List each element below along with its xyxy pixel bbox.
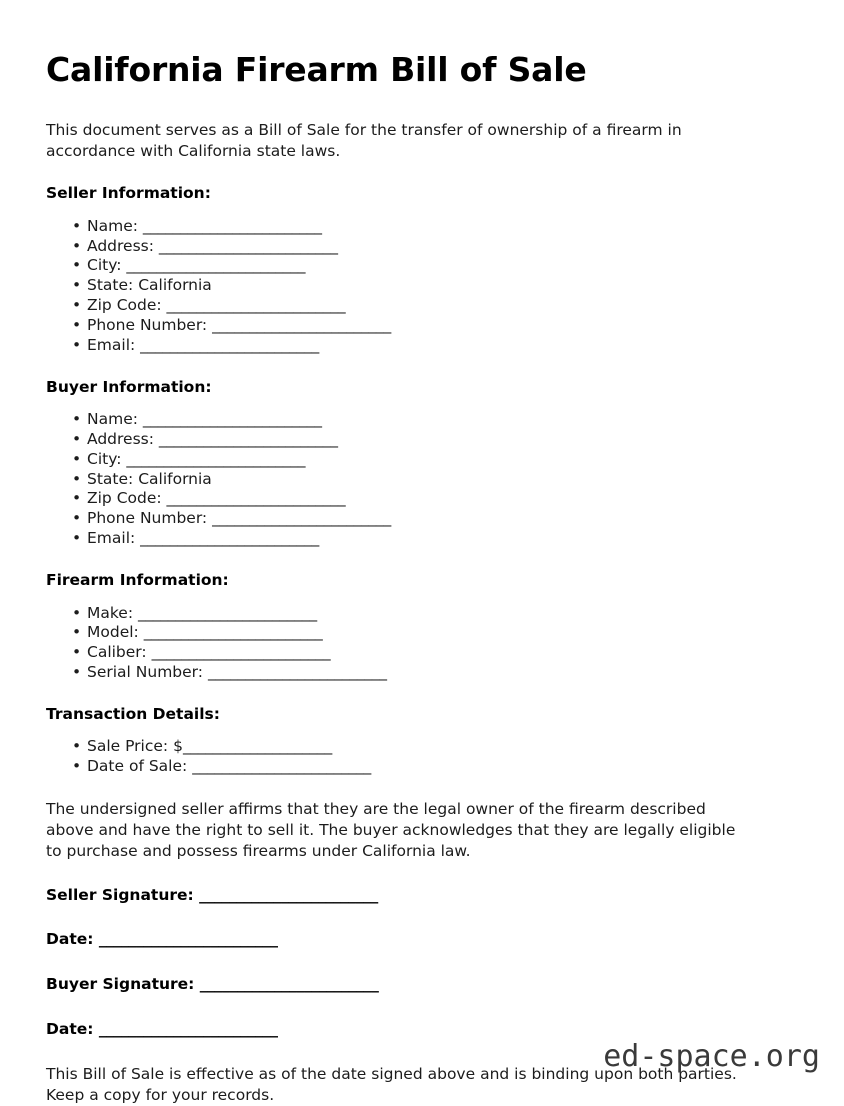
list-item xyxy=(72,509,798,529)
bullet-icon: • xyxy=(72,236,82,255)
bullet-icon: • xyxy=(72,469,82,488)
bullet-icon: • xyxy=(72,757,82,776)
field-label: Name: xyxy=(87,410,138,429)
field-blank[interactable]: ________________________ xyxy=(140,529,319,548)
field-label: Address: xyxy=(87,236,154,255)
field-label: Address: xyxy=(87,429,154,448)
bullet-icon: • xyxy=(72,603,82,622)
signature-blank[interactable]: ________________________ xyxy=(199,975,379,994)
field-blank[interactable]: ________________________ xyxy=(140,335,319,354)
list-item xyxy=(72,430,798,450)
field-label: Name: xyxy=(87,216,138,235)
bullet-icon: • xyxy=(72,663,82,681)
list-item xyxy=(72,336,798,356)
list-item xyxy=(72,489,798,509)
field-blank[interactable]: ________________________ xyxy=(142,410,322,429)
field-blank[interactable]: ________________________ xyxy=(192,757,371,776)
bullet-icon: • xyxy=(72,216,82,235)
field-blank[interactable]: ________________________ xyxy=(126,256,306,275)
list-item xyxy=(72,529,798,549)
field-blank[interactable]: ________________________ xyxy=(166,489,346,508)
list-item xyxy=(72,237,798,257)
bullet-icon: • xyxy=(72,256,82,275)
buyer-signature-line xyxy=(46,975,798,994)
field-label: Sale Price: $ xyxy=(87,737,183,756)
field-blank[interactable]: ____________________ xyxy=(182,737,332,756)
transaction-field-list xyxy=(46,737,798,777)
list-item xyxy=(72,410,798,430)
seller-section-heading: Seller Information: xyxy=(46,184,211,203)
seller-field-list xyxy=(46,217,798,356)
field-blank[interactable]: ________________________ xyxy=(138,603,317,622)
list-item xyxy=(72,296,798,316)
list-item xyxy=(72,316,798,336)
bullet-icon: • xyxy=(72,643,82,662)
signature-label: Date: xyxy=(46,1019,94,1038)
site-watermark: ed-space.org xyxy=(603,1039,820,1074)
buyer-date-line xyxy=(46,1020,798,1039)
bullet-icon: • xyxy=(72,623,82,642)
field-blank[interactable]: ________________________ xyxy=(143,623,323,642)
field-label: State: xyxy=(87,276,134,295)
field-label: City: xyxy=(87,256,122,275)
field-label: Model: xyxy=(87,623,139,642)
field-label: Phone Number: xyxy=(87,509,208,528)
field-label: Serial Number: xyxy=(87,663,204,681)
list-item xyxy=(72,450,798,470)
firearm-field-list xyxy=(46,604,798,683)
transaction-section-heading: Transaction Details: xyxy=(46,704,220,723)
signature-block xyxy=(46,886,798,1038)
buyer-section-heading: Buyer Information: xyxy=(46,377,212,396)
bullet-icon: • xyxy=(72,509,82,528)
field-label: Make: xyxy=(87,603,134,622)
field-label: Caliber: xyxy=(87,643,147,662)
affirmation-paragraph: The undersigned seller affirms that they are the legal owner of the firearm described above and have the right to sell it. The buyer acknowledges that they are legally eligible to purchase and possess firearms under California law. xyxy=(46,800,736,860)
seller-signature-line xyxy=(46,886,798,905)
signature-label: Buyer Signature: xyxy=(46,975,195,994)
bullet-icon: • xyxy=(72,429,82,448)
list-item xyxy=(72,217,798,237)
field-blank[interactable]: ________________________ xyxy=(142,216,322,235)
field-blank[interactable]: ________________________ xyxy=(166,296,346,315)
closing-paragraph: This Bill of Sale is effective as of the date signed above and is binding upon both parties. Keep a copy for your records. xyxy=(46,1065,737,1105)
signature-blank[interactable]: ________________________ xyxy=(98,930,278,949)
field-label: Zip Code: xyxy=(87,296,162,315)
seller-date-line xyxy=(46,930,798,949)
document-body xyxy=(46,52,798,1106)
field-value: California xyxy=(138,469,212,488)
list-item xyxy=(72,256,798,276)
list-item xyxy=(72,276,798,296)
field-label: Date of Sale: xyxy=(87,757,188,776)
list-item xyxy=(72,470,798,490)
signature-label: Date: xyxy=(46,930,94,949)
field-label: City: xyxy=(87,449,122,468)
field-blank[interactable]: ________________________ xyxy=(158,429,338,448)
field-blank[interactable]: ________________________ xyxy=(212,315,391,334)
list-item xyxy=(72,623,798,643)
bullet-icon: • xyxy=(72,276,82,295)
list-item xyxy=(72,757,798,777)
field-blank[interactable]: ________________________ xyxy=(151,643,331,662)
signature-blank[interactable]: ________________________ xyxy=(199,885,378,904)
list-item xyxy=(72,663,798,683)
page-title: California Firearm Bill of Sale xyxy=(46,50,587,89)
field-blank[interactable]: ________________________ xyxy=(126,449,306,468)
intro-paragraph: This document serves as a Bill of Sale for the transfer of ownership of a firearm in accordance with California state laws. xyxy=(46,121,682,161)
bullet-icon: • xyxy=(72,489,82,508)
field-label: Phone Number: xyxy=(87,315,208,334)
signature-label: Seller Signature: xyxy=(46,885,194,904)
bullet-icon: • xyxy=(72,296,82,315)
list-item xyxy=(72,737,798,757)
field-blank[interactable]: ________________________ xyxy=(212,509,391,528)
field-label: Email: xyxy=(87,335,136,354)
field-label: Zip Code: xyxy=(87,489,162,508)
field-label: Email: xyxy=(87,529,136,548)
buyer-field-list xyxy=(46,410,798,549)
bullet-icon: • xyxy=(72,529,82,548)
bullet-icon: • xyxy=(72,449,82,468)
firearm-section-heading: Firearm Information: xyxy=(46,570,229,589)
bullet-icon: • xyxy=(72,315,82,334)
field-blank[interactable]: ________________________ xyxy=(158,236,338,255)
signature-blank[interactable]: ________________________ xyxy=(98,1019,278,1038)
field-label: State: xyxy=(87,469,134,488)
field-blank[interactable]: ________________________ xyxy=(207,663,387,681)
field-value: California xyxy=(138,276,212,295)
bullet-icon: • xyxy=(72,737,82,756)
list-item xyxy=(72,643,798,663)
bullet-icon: • xyxy=(72,335,82,354)
list-item xyxy=(72,604,798,624)
bullet-icon: • xyxy=(72,410,82,429)
